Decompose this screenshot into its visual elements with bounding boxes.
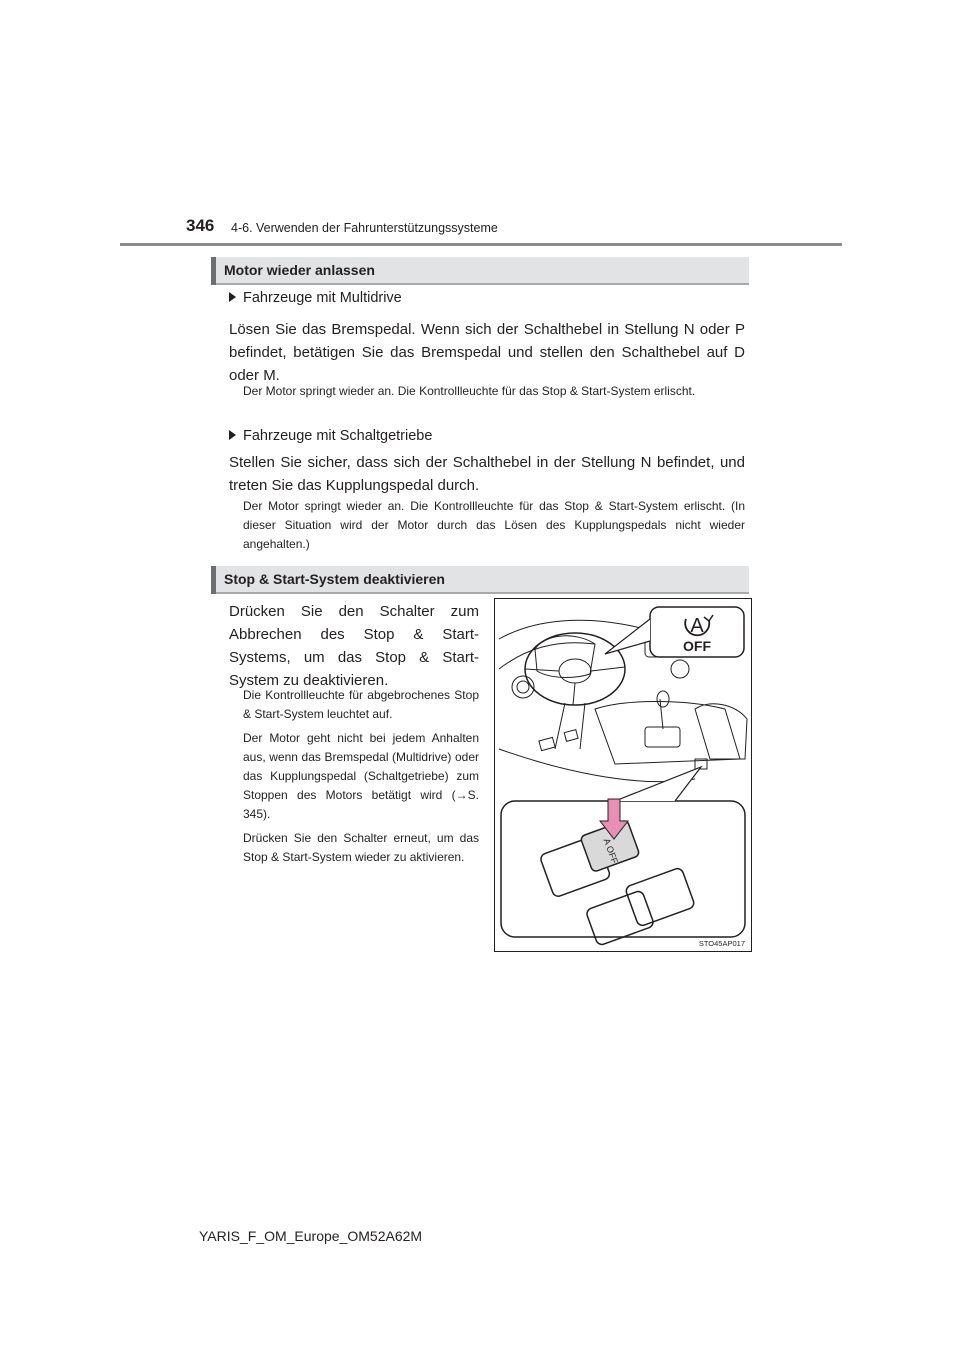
footer-doc-id: YARIS_F_OM_Europe_OM52A62M [199, 1228, 423, 1244]
note-reactivate: Drücken Sie den Schalter erneut, um das Stop & Start-System wieder zu aktivieren. [243, 831, 479, 864]
auto-stop-icon-letter: A [690, 615, 704, 637]
triangle-bullet-icon [229, 430, 236, 440]
off-label: OFF [683, 638, 711, 654]
section-header-bar [211, 566, 216, 594]
section-header-bar [211, 257, 216, 285]
note-indicator: Die Kontrollleuchte für abgebrochenes Stop & Start-System leuchtet auf. [243, 688, 479, 721]
svg-text:A OFF: A OFF [601, 837, 620, 865]
paragraph-manual: Stellen Sie sicher, dass sich der Schalthebel in der Stellung N befindet, und treten Sie das Kupplungspedal durch. [229, 454, 745, 494]
bullet-manual: Fahrzeuge mit Schaltgetriebe [229, 428, 745, 444]
dashboard-illustration [494, 598, 752, 952]
note-multidrive: Der Motor springt wieder an. Die Kontrollleuchte für das Stop & Start-System erlischt. [243, 384, 696, 398]
note-engine-stop: Der Motor geht nicht bei jedem Anhalten aus, wenn das Bremspedal (Multidrive) oder das Kupplungspedal (Schaltgetriebe) zum Stoppen des Motors betätigt wird (→S. 345). [243, 731, 479, 821]
figure-label: STO45AP017 [698, 939, 745, 948]
section-header-restart [211, 257, 749, 285]
header-rule [120, 243, 842, 246]
section-title: Motor wieder anlassen [224, 262, 375, 278]
section-title: Stop & Start-System deaktivieren [224, 571, 445, 587]
paragraph-deactivate: Drücken Sie den Schalter zum Abbrechen des Stop & Start-Systems, um das Stop & Start-System zu deaktivieren. [229, 603, 479, 689]
note-manual: Der Motor springt wieder an. Die Kontrollleuchte für das Stop & Start-System erlischt. (In dieser Situation wird der Motor durch das Lösen des Kupplungspedals nicht wieder angehalten.) [243, 499, 745, 551]
chapter-title: 4-6. Verwenden der Fahrunterstützungssysteme [231, 221, 498, 235]
paragraph-multidrive: Lösen Sie das Bremspedal. Wenn sich der Schalthebel in Stellung N oder P befindet, betätigen Sie das Bremspedal und stellen den Schalthebel auf D oder M. [229, 321, 745, 384]
triangle-bullet-icon [229, 292, 236, 302]
section-header-deactivate [211, 566, 749, 594]
dashboard-drawing [495, 599, 751, 951]
bullet-multidrive: Fahrzeuge mit Multidrive [229, 290, 745, 306]
page-number: 346 [186, 216, 215, 235]
